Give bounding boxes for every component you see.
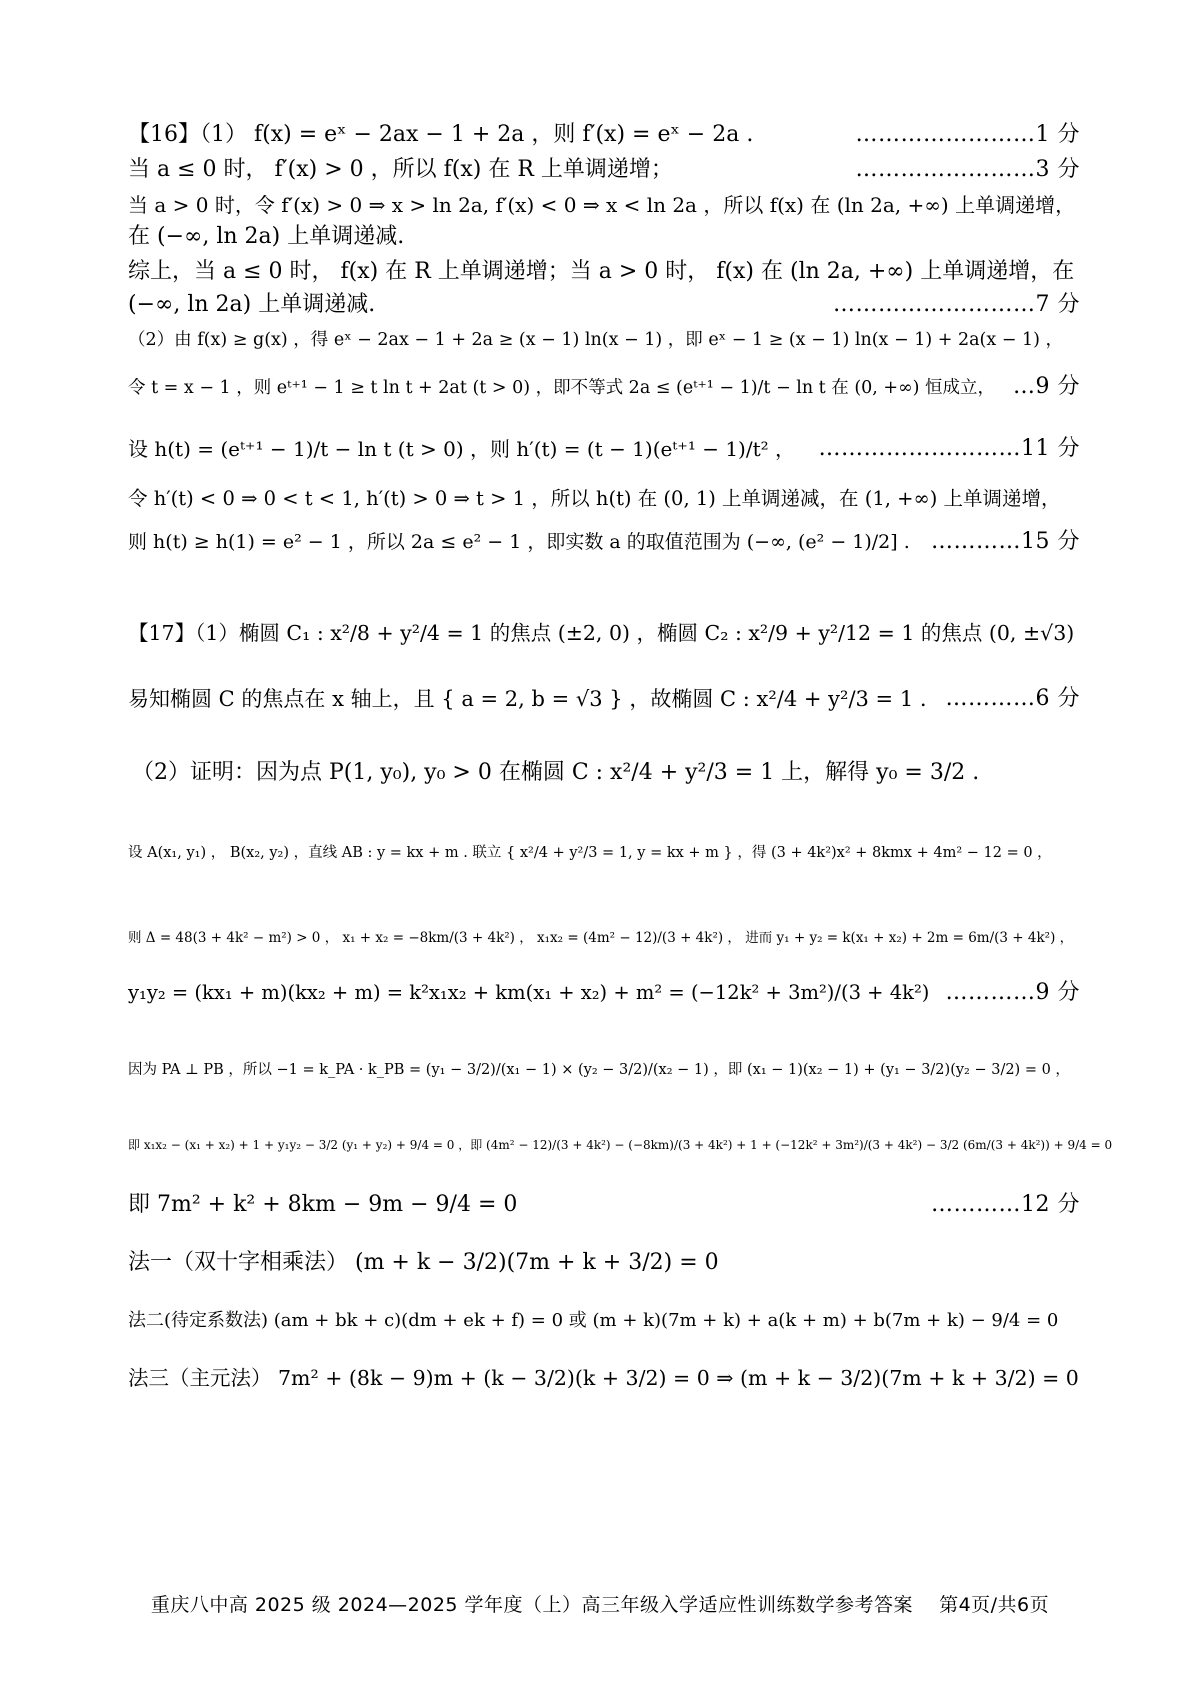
line-text: 在 (−∞, ln 2a) 上单调递减. bbox=[128, 224, 405, 249]
line-17-7 bbox=[128, 1053, 1080, 1085]
line-text: 法二(待定系数法) (am + bk + c)(dm + ek + f) = 0 或 (m + k)(7m + k) + a(k + m) + b(7m + k) − 9/4 = 0 bbox=[128, 1310, 1059, 1331]
line-16-7 bbox=[128, 324, 1080, 355]
line-17-11 bbox=[128, 1305, 1080, 1336]
line-text: 即 x₁x₂ − (x₁ + x₂) + 1 + y₁y₂ − 3/2 (y₁ + y₂) + 9/4 = 0 ，即 (4m² − 12)/(3 + 4k²) − (−8km)/(3 + 4k²) + 1 + (−12k² + 3m²)/(3 + 4k²) − 3/2 (6m/(3 + 4k²)) + 9/4 = 0 bbox=[128, 1138, 1113, 1152]
line-text: 易知椭圆 C 的焦点在 x 轴上，且 { a = 2, b = √3 } ，故椭圆 C : x²/4 + y²/3 = 1 . bbox=[128, 687, 927, 711]
line-17-10 bbox=[128, 1248, 1080, 1278]
line-17-1 bbox=[128, 618, 1080, 649]
line-16-9 bbox=[128, 434, 1080, 465]
line-17-4 bbox=[128, 836, 1080, 868]
line-text: 设 h(t) = (eᵗ⁺¹ − 1)/t − ln t (t > 0) ，则 h′(t) = (t − 1)(eᵗ⁺¹ − 1)/t² ， bbox=[128, 437, 796, 461]
line-text: 令 h′(t) < 0 ⇒ 0 < t < 1, h′(t) > 0 ⇒ t > 1 ，所以 h(t) 在 (0, 1) 上单调递减，在 (1, +∞) 上单调递增， bbox=[128, 487, 1061, 510]
line-16-4 bbox=[128, 222, 1080, 252]
line-16-10 bbox=[128, 484, 1080, 514]
line-16-1 bbox=[128, 120, 1080, 150]
line-text: （2）证明：因为点 P(1, y₀), y₀ > 0 在椭圆 C : x²/4 + y²/3 = 1 上，解得 y₀ = 3/2 . bbox=[132, 760, 980, 785]
line-text: 综上，当 a ≤ 0 时， f(x) 在 R 上单调递增；当 a > 0 时， f(x) 在 (ln 2a, +∞) 上单调递增，在 bbox=[128, 259, 1075, 284]
line-17-3 bbox=[132, 758, 1080, 788]
line-text: 令 t = x − 1 ，则 eᵗ⁺¹ − 1 ≥ t ln t + 2at (t > 0) ，即不等式 2a ≤ (eᵗ⁺¹ − 1)/t − ln t 在 (0, +∞) 恒成立， bbox=[128, 378, 996, 398]
line-text: 【16】（1） f(x) = eˣ − 2ax − 1 + 2a ，则 f′(x) = eˣ − 2a . bbox=[128, 122, 754, 147]
line-text: 即 7m² + k² + 8km − 9m − 9/4 = 0 bbox=[128, 1192, 518, 1217]
line-text: (−∞, ln 2a) 上单调递减. bbox=[128, 292, 376, 317]
line-text: 【17】（1）椭圆 C₁ : x²/8 + y²/4 = 1 的焦点 (±2, 0) ，椭圆 C₂ : x²/9 + y²/12 = 1 的焦点 (0, ±√3) bbox=[128, 621, 1075, 645]
score-mark: ……………………1 分 bbox=[855, 122, 1080, 147]
line-17-2 bbox=[128, 684, 1080, 715]
line-text: y₁y₂ = (kx₁ + m)(kx₂ + m) = k²x₁x₂ + km(x₁ + x₂) + m² = (−12k² + 3m²)/(3 + 4k²) bbox=[128, 981, 930, 1004]
score-mark: …9 分 bbox=[1013, 374, 1080, 399]
line-17-9 bbox=[128, 1190, 1080, 1220]
line-text: 当 a ≤ 0 时， f′(x) > 0 ，所以 f(x) 在 R 上单调递增； bbox=[128, 157, 673, 182]
line-16-5 bbox=[128, 257, 1080, 287]
line-text: 法一（双十字相乘法） (m + k − 3/2)(7m + k + 3/2) = 0 bbox=[128, 1250, 719, 1275]
line-text: 则 h(t) ≥ h(1) = e² − 1 ，所以 2a ≤ e² − 1 ，即实数 a 的取值范围为 (−∞, (e² − 1)/2] . bbox=[128, 531, 910, 553]
score-mark: ……………………3 分 bbox=[855, 157, 1080, 182]
score-mark: ………………………11 分 bbox=[818, 436, 1080, 461]
line-text: 当 a > 0 时，令 f′(x) > 0 ⇒ x > ln 2a, f′(x) < 0 ⇒ x < ln 2a ，所以 f(x) 在 (ln 2a, +∞) 上单调递增， bbox=[128, 193, 1076, 217]
line-16-3 bbox=[128, 190, 1080, 221]
score-mark: …………6 分 bbox=[945, 686, 1080, 711]
line-16-6 bbox=[128, 290, 1080, 320]
line-17-8 bbox=[128, 1128, 1113, 1160]
score-mark: …………15 分 bbox=[931, 529, 1080, 554]
score-mark: …………9 分 bbox=[945, 980, 1080, 1005]
footer-title: 重庆八中高 2025 级 2024—2025 学年度（上）高三年级入学适应性训练数学参考答案 bbox=[150, 1594, 914, 1616]
line-17-6 bbox=[128, 978, 1080, 1008]
page-number: 第4页/共6页 bbox=[939, 1594, 1050, 1616]
page-footer bbox=[0, 1590, 1200, 1617]
line-text: 则 Δ = 48(3 + 4k² − m²) > 0 ， x₁ + x₂ = −8km/(3 + 4k²) ， x₁x₂ = (4m² − 12)/(3 + 4k²) ， 进而 y₁ + y₂ = k(x₁ + x₂) + 2m = 6m/(3 + 4k²) ， bbox=[128, 930, 1074, 946]
line-16-11 bbox=[128, 527, 1080, 557]
score-mark: …………12 分 bbox=[931, 1192, 1080, 1217]
score-mark: ………………………7 分 bbox=[833, 292, 1080, 317]
line-text: 法三（主元法） 7m² + (8k − 9)m + (k − 3/2)(k + 3/2) = 0 ⇒ (m + k − 3/2)(7m + k + 3/2) = 0 bbox=[128, 1366, 1079, 1390]
line-text: 因为 PA ⊥ PB ，所以 −1 = k_PA · k_PB = (y₁ − 3/2)/(x₁ − 1) × (y₂ − 3/2)/(x₂ − 1) ，即 (x₁ − 1)(x₂ − 1) + (y₁ − 3/2)(y₂ − 3/2) = 0 ， bbox=[128, 1062, 1070, 1078]
line-text: 设 A(x₁, y₁) ， B(x₂, y₂) ，直线 AB : y = kx + m . 联立 { x²/4 + y²/3 = 1, y = kx + m } ，得 (3 + 4k²)x² + 8kmx + 4m² − 12 = 0 ， bbox=[128, 845, 1052, 861]
line-16-2 bbox=[128, 155, 1080, 185]
line-17-5 bbox=[128, 921, 1080, 953]
line-16-8 bbox=[128, 372, 1080, 403]
line-text: （2）由 f(x) ≥ g(x) ，得 eˣ − 2ax − 1 + 2a ≥ (x − 1) ln(x − 1) ，即 eˣ − 1 ≥ (x − 1) ln(x − 1) + 2a(x − 1) ， bbox=[128, 330, 1064, 350]
line-17-12 bbox=[128, 1363, 1080, 1394]
